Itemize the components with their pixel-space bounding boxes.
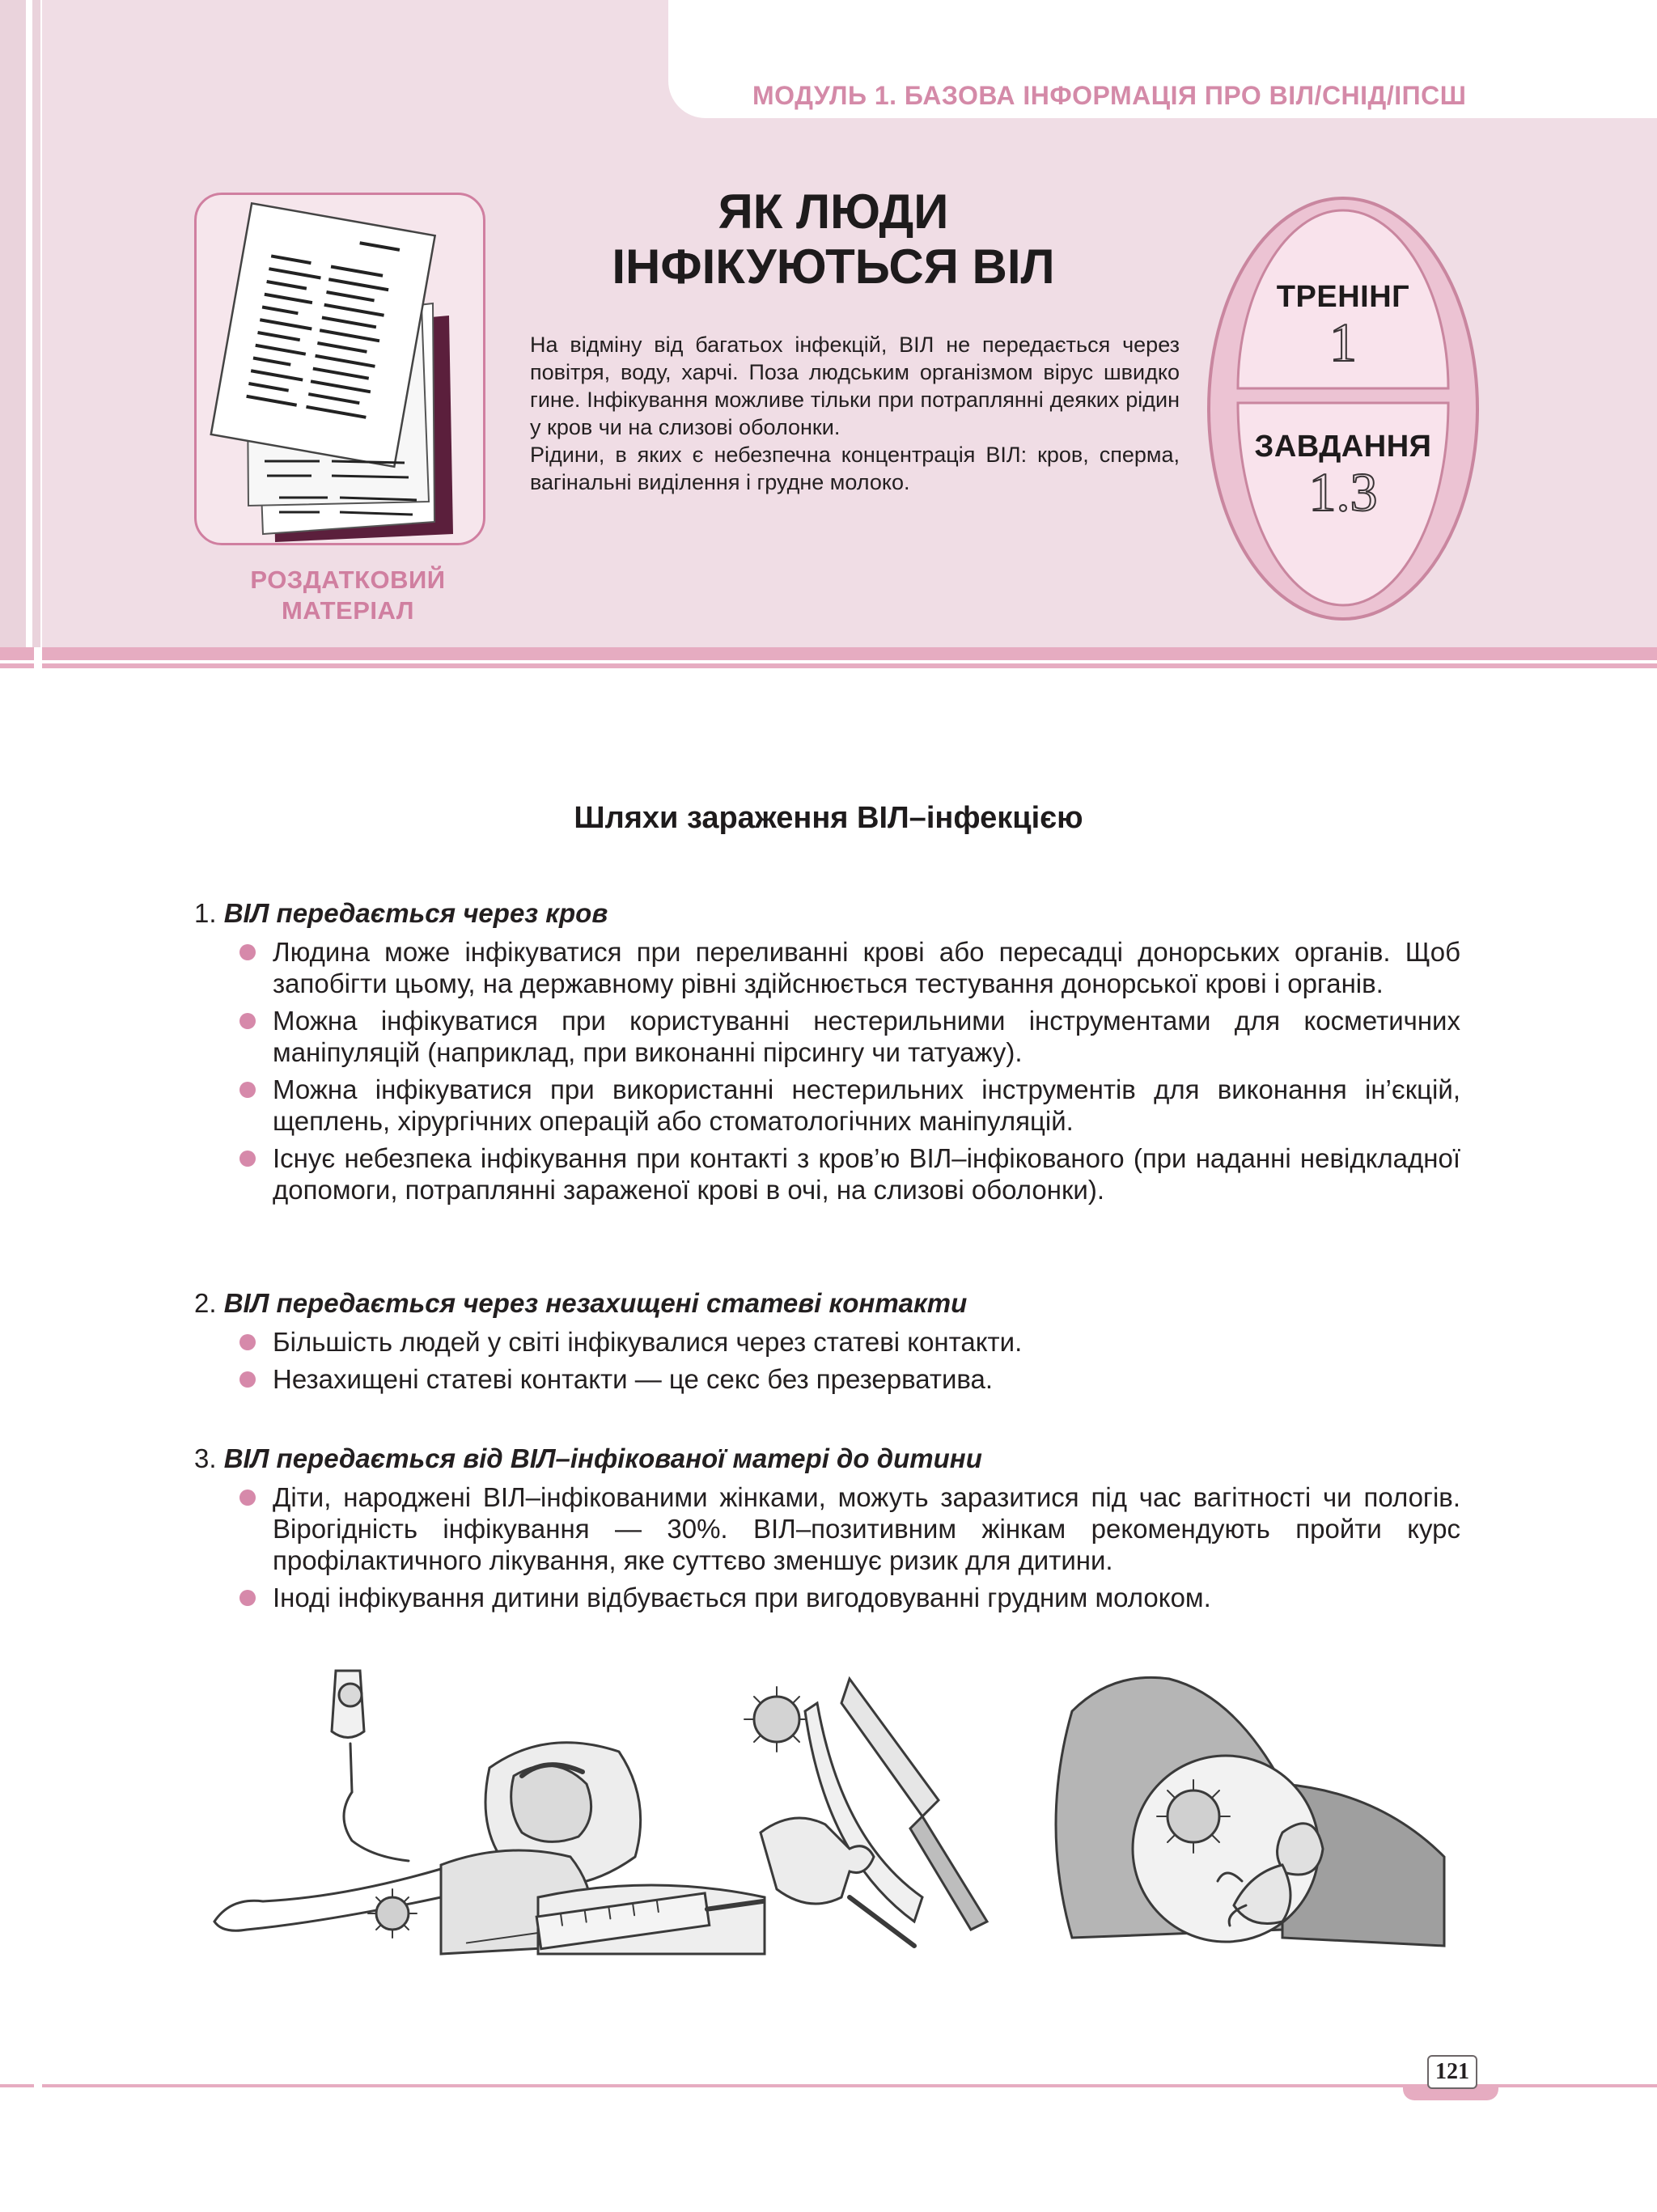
group-heading: ВІЛ передається через незахищені статеві контакти bbox=[223, 1288, 968, 1318]
list-item: Іноді інфікування дитини відбувається при вигодовуванні грудним молоком. bbox=[194, 1582, 1460, 1613]
handout-label-line1: РОЗДАТКОВИЙ bbox=[250, 566, 446, 594]
group-title bbox=[194, 1286, 1460, 1320]
group-number: 1. bbox=[194, 898, 217, 928]
instruments-illustration bbox=[728, 1655, 995, 1962]
training-label: ТРЕНІНГ bbox=[1276, 280, 1410, 314]
bullet-icon bbox=[239, 1082, 256, 1098]
task-label: ЗАВДАННЯ bbox=[1254, 430, 1432, 464]
route-group-3 bbox=[194, 1442, 1460, 1613]
task-block bbox=[1238, 430, 1448, 523]
list-item: Незахищені статеві контакти — це секс без презерватива. bbox=[194, 1363, 1460, 1395]
list-item: Діти, народжені ВІЛ–інфікованими жінками, можуть заразитися під час вагітності чи пологів. Вірогідність інфікування — 30%. ВІЛ–позитивним жінкам рекомендують пройти курс профілактичного лікування, яке суттєво зменшує ризик для дитини. bbox=[194, 1481, 1460, 1576]
intro-text bbox=[530, 331, 1180, 496]
intro-paragraph-1: На відміну від багатьох інфекцій, ВІЛ не передається через повітря, воду, харчі. Поза людським організмом вірус швидко гине. Інфікування можливе тільки при потраплянні деяких рідин у кров чи на слизові оболонки. bbox=[530, 333, 1180, 439]
header-divider-thin bbox=[0, 663, 1657, 668]
header-divider bbox=[0, 647, 1657, 660]
intro-paragraph-2: Рідини, в яких є небезпечна концентрація ВІЛ: кров, сперма, вагінальні виділення і грудне молоко. bbox=[530, 443, 1180, 494]
group-number: 2. bbox=[194, 1288, 217, 1318]
task-number: 1.3 bbox=[1308, 461, 1378, 523]
training-block bbox=[1238, 280, 1448, 373]
training-number: 1 bbox=[1329, 311, 1357, 373]
page-number: 121 bbox=[1427, 2055, 1477, 2089]
route-group-2 bbox=[194, 1286, 1460, 1395]
page-number-tab bbox=[1403, 2087, 1498, 2100]
left-decor-stripe-thin bbox=[32, 0, 40, 647]
page-title-line1: ЯК ЛЮДИ bbox=[718, 184, 949, 239]
group-title bbox=[194, 1442, 1460, 1476]
group-heading: ВІЛ передається від ВІЛ–інфікованої матері до дитини bbox=[223, 1443, 982, 1473]
group-number: 3. bbox=[194, 1443, 217, 1473]
group-title bbox=[194, 896, 1460, 930]
handout-label bbox=[194, 565, 502, 626]
list-item: Існує небезпека інфікування при контакті з кров’ю ВІЛ–інфікованого (при наданні невідкладної допомоги, потраплянні зараженої крові в очі, на слизові оболонки). bbox=[194, 1142, 1460, 1206]
section-title: Шляхи зараження ВІЛ–інфекцією bbox=[574, 801, 1083, 835]
route-group-1 bbox=[194, 896, 1460, 1206]
stack-of-papers-icon bbox=[198, 194, 473, 550]
patient-transfusion-illustration bbox=[198, 1655, 781, 1962]
list-item: Можна інфікуватися при використанні нестерильних інструментів для виконання ін’єкцій, щеплень, хірургічних операцій або стоматологічних маніпуляцій. bbox=[194, 1074, 1460, 1137]
training-task-badge bbox=[1206, 194, 1481, 623]
bullet-icon bbox=[239, 1334, 256, 1350]
bullet-icon bbox=[239, 1590, 256, 1606]
left-decor-stripe bbox=[0, 0, 26, 647]
bullet-icon bbox=[239, 1150, 256, 1167]
handout-label-line2: МАТЕРІАЛ bbox=[281, 596, 415, 625]
list-item: Людина може інфікуватися при переливанні крові або пересадці донорських органів. Щоб запобігти цьому, на державному рівні здійснюється тестування донорської крові і органів. bbox=[194, 936, 1460, 999]
list-item: Можна інфікуватися при користуванні нестерильними інструментами для косметичних маніпуляцій (наприклад, при виконанні пірсингу чи татуажу). bbox=[194, 1005, 1460, 1068]
bullet-icon bbox=[239, 944, 256, 960]
module-title: МОДУЛЬ 1. БАЗОВА ІНФОРМАЦІЯ ПРО ВІЛ/СНІД/ІПСШ bbox=[752, 81, 1467, 110]
group-heading: ВІЛ передається через кров bbox=[223, 898, 608, 928]
bullet-icon bbox=[239, 1489, 256, 1506]
mother-fetus-illustration bbox=[1040, 1663, 1460, 1962]
page-title-line2: ІНФІКУЮТЬСЯ ВІЛ bbox=[612, 239, 1055, 294]
bullet-icon bbox=[239, 1371, 256, 1388]
list-item: Більшість людей у світі інфікувалися через статеві контакти. bbox=[194, 1326, 1460, 1358]
bullet-icon bbox=[239, 1013, 256, 1029]
page-title bbox=[566, 184, 1100, 295]
